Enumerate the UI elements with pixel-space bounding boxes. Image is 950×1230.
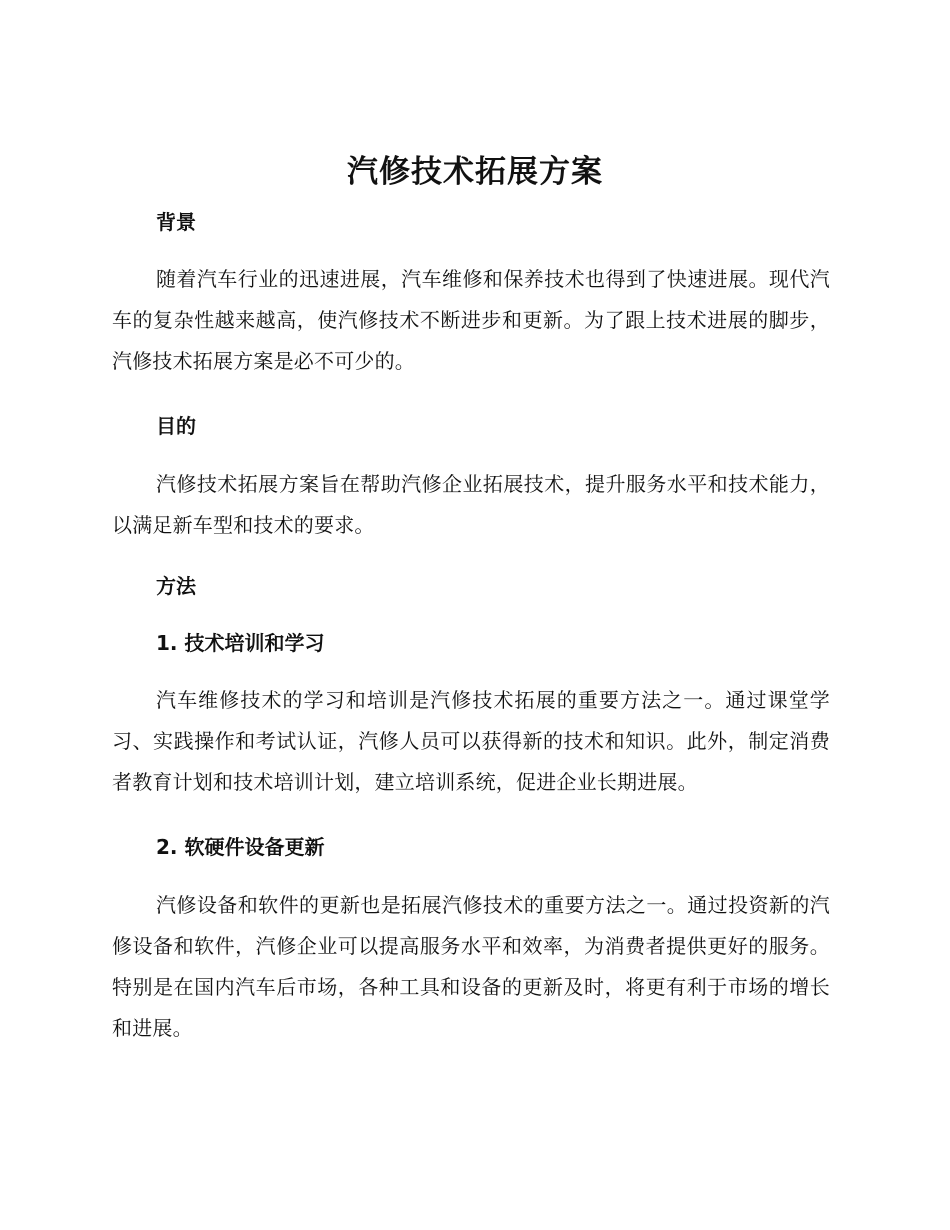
method-heading-training: 1. 技术培训和学习 — [156, 631, 325, 655]
section-heading-methods: 方法 — [156, 574, 196, 598]
section-paragraph-background: 随着汽车行业的迅速进展，汽车维修和保养技术也得到了快速进展。现代汽车的复杂性越来越高，使汽修技术不断进步和更新。为了跟上技术进展的脚步，汽修技术拓展方案是必不可少的。 — [112, 267, 830, 373]
section-heading-background: 背景 — [156, 210, 196, 234]
method-paragraph-training: 汽车维修技术的学习和培训是汽修技术拓展的重要方法之一。通过课堂学习、实践操作和考试认证，汽修人员可以获得新的技术和知识。此外，制定消费者教育计划和技术培训计划，建立培训系统，促进企业长期进展。 — [112, 688, 830, 794]
section-heading-purpose: 目的 — [156, 414, 196, 438]
method-heading-equipment: 2. 软硬件设备更新 — [156, 835, 325, 859]
method-paragraph-equipment: 汽修设备和软件的更新也是拓展汽修技术的重要方法之一。通过投资新的汽修设备和软件，汽修企业可以提高服务水平和效率，为消费者提供更好的服务。特别是在国内汽车后市场，各种工具和设备的更新及时，将更有利于市场的增长和进展。 — [112, 893, 830, 1040]
document-title: 汽修技术拓展方案 — [347, 154, 603, 190]
section-paragraph-purpose: 汽修技术拓展方案旨在帮助汽修企业拓展技术，提升服务水平和技术能力，以满足新车型和技术的要求。 — [112, 472, 830, 537]
